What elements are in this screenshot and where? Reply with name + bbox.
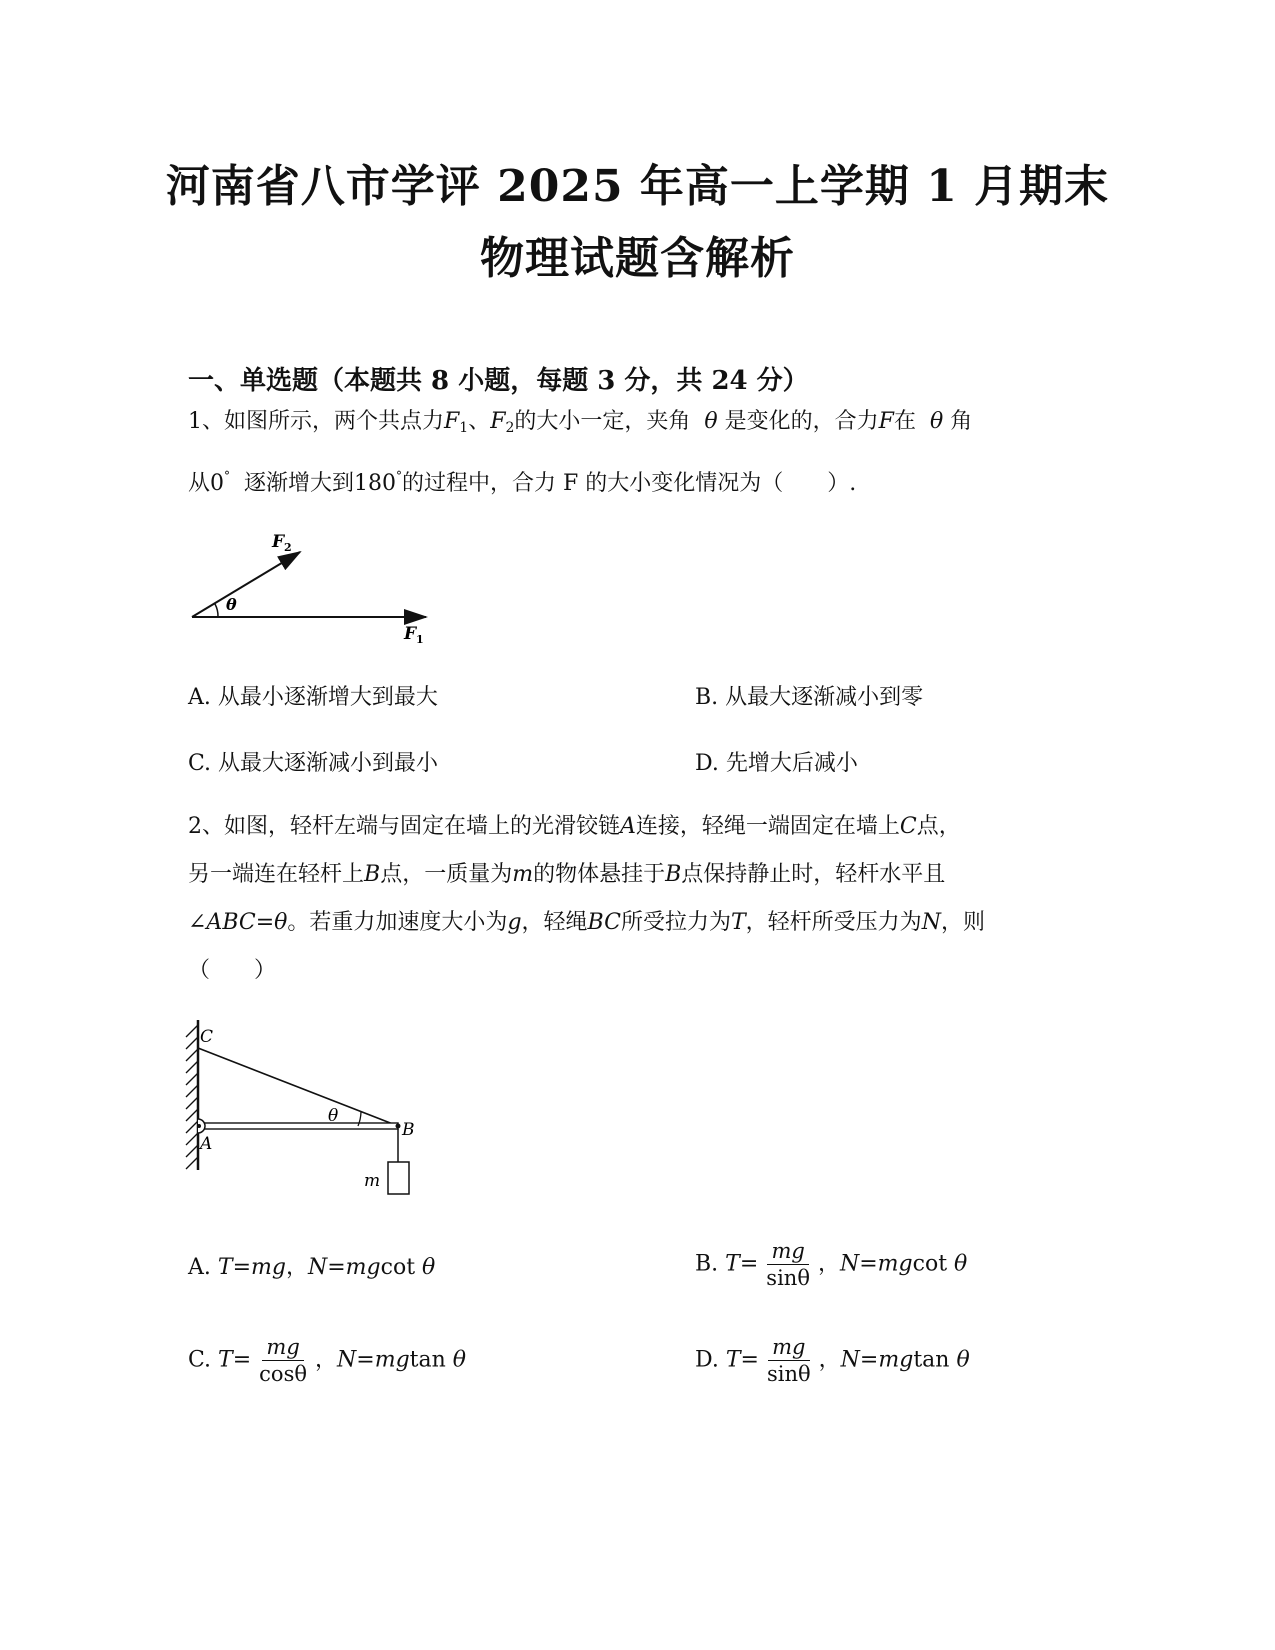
wall-hatching [186,1025,198,1169]
f2-label-sub: 2 [284,541,292,554]
q2-option-d[interactable]: D. T= $\frac{mg}{\sin\theta}$ ，N=mgtan θ [695,1335,970,1386]
theta-label: θ [226,595,237,614]
label-a: A [200,1134,213,1154]
f2-label: F [272,532,285,552]
fraction: $\frac{mg}{\sin\theta}$ [766,1335,811,1386]
label-c: C [200,1027,214,1047]
f1-label: F [404,624,417,644]
q2-option-c[interactable]: C. T= $\frac{mg}{\cos\theta}$ ，N=mgtan θ [188,1335,467,1386]
section-heading: 一、单选题（本题共 8 小题，每题 3 分，共 24 分） [188,366,809,396]
fraction: $\frac{mg}{\sin\theta}$ [766,1239,810,1290]
q1-option-d[interactable]: D. 先增大后减小 [695,751,858,776]
label-theta: θ [328,1106,339,1126]
q1-option-a[interactable]: A. 从最小逐渐增大到最大 [188,685,438,710]
theta-arc [215,604,218,617]
question-2-text: 2、如图，轻杆左端与固定在墙上的光滑铰链A连接，轻绳一端固定在墙上C点， 另一端连在轻杆上B点，一质量为m的物体悬挂于B点保持静止时，轻杆水平且 ∠ABC=θ。若重力加速度大小为g，轻绳BC所受拉力为T，轻杆所受压力为N，则 （ ） [188,814,985,983]
light-rod [198,1123,398,1129]
force-diagram [188,520,448,655]
f2-vector [192,552,300,617]
q2-option-b[interactable]: B. T= $\frac{mg}{\sin\theta}$ ，N=mgcot θ [695,1239,968,1290]
document-title-line1: 河南省八市学评 2025 年高一上学期 1 月期末 [165,161,1110,212]
q2-option-a[interactable]: A. T=mg，N=mgcot θ [188,1255,436,1280]
document-title-line2: 物理试题含解析 [480,233,795,284]
rope-bc [198,1048,398,1126]
fraction: $\frac{mg}{\cos\theta}$ [259,1335,307,1386]
label-m: m [364,1171,381,1191]
q1-option-b[interactable]: B. 从最大逐渐减小到零 [695,685,924,710]
rod-rope-diagram [178,1015,428,1210]
question-1-text: 1、如图所示，两个共点力$F_1$、$F_2$的大小一定，夹角 θ 是变化的，合力F在 θ 角 从0° 逐渐增大到180°的过程中，合力 F 的大小变化情况为（ ）. [188,409,973,496]
f1-label-sub: 1 [416,633,424,646]
q1-option-c[interactable]: C. 从最大逐渐减小到最小 [188,751,439,776]
point-b [396,1124,401,1129]
label-b: B [402,1120,415,1140]
mass-block [388,1162,409,1194]
